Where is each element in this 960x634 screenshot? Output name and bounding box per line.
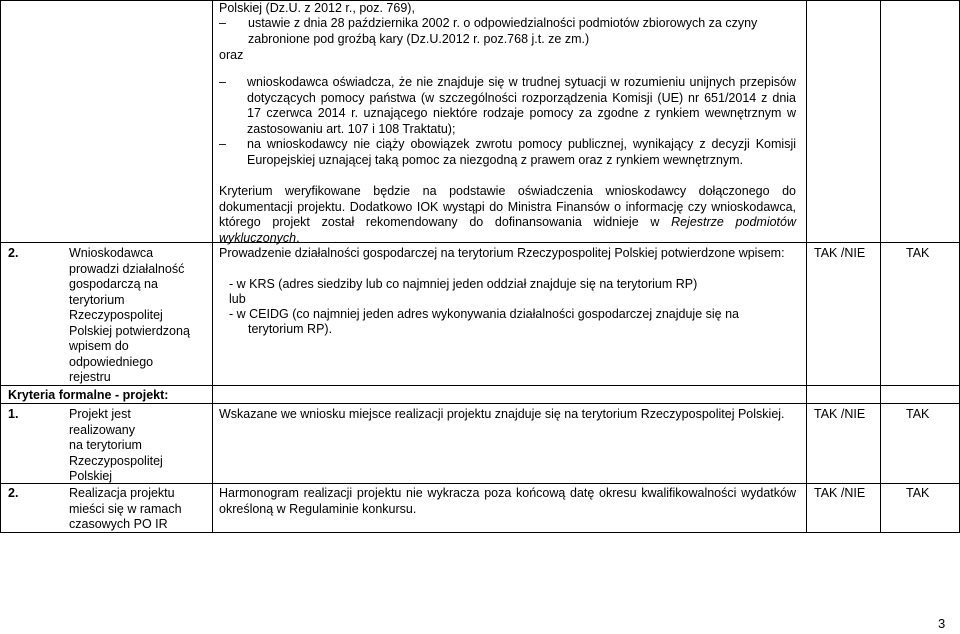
- project-criterion-1: [69, 407, 209, 485]
- top-continuation-line2: ustawie z dnia 28 października 2002 r. o odpowiedzialności podmiotów zbiorowych za czyny: [248, 16, 758, 30]
- col-border-1: [212, 0, 213, 533]
- dzialalnosc-option-krs: - w KRS (adres siedziby lub co najmniej jeden oddział znajduje się na terytorium RP): [229, 277, 698, 291]
- kryterium-end: .: [296, 230, 300, 245]
- label-line: realizowany: [69, 422, 136, 437]
- answer-options: TAK /NIE: [814, 407, 866, 421]
- bullet-text: wnioskodawca oświadcza, że nie znajduje się w trudnej sytuacji w rozumieniu unijnych przepisów dotyczących pomocy państwa (w szczególności rozporządzenia Komisji (UE) nr 651/2014 z dnia 17 czerwca 2014 r. uznającego niektóre rodzaje pomocy za zgodne z rynkiem wewnętrznym w zastosowaniu art. 107 i 108 Traktatu);: [247, 75, 796, 136]
- label-line: Projekt jest: [69, 407, 131, 421]
- label-line: Rzeczypospolitej: [69, 308, 163, 322]
- answer-value: TAK: [906, 407, 930, 421]
- harmonogram-text: Harmonogram realizacji projektu nie wykracza poza końcową datę okresu kwalifikowalności wydatków określoną w Regulaminie konkursu.: [219, 486, 796, 516]
- label-line: czasowych PO IR: [69, 517, 168, 531]
- label-line: prowadzi działalność: [69, 261, 185, 276]
- label-line: na terytorium: [69, 438, 142, 452]
- item-number: 2.: [8, 486, 19, 500]
- kryterium-paragraph: [219, 184, 796, 246]
- label-line: odpowiedniego: [69, 354, 154, 369]
- oraz-label: oraz: [219, 48, 244, 62]
- dzialalnosc-option-ceidg: - w CEIDG (co najmniej jeden adres wykonywania działalności gospodarczej znajduje się na: [229, 307, 739, 321]
- list-item: [219, 137, 796, 168]
- label-line: Polskiej potwierdzoną: [69, 323, 190, 338]
- project-criterion-2: [69, 486, 209, 533]
- label-line: gospodarczą na: [69, 277, 158, 291]
- dash-bullet: –: [219, 137, 226, 151]
- dzialalnosc-option-ceidg-cont: terytorium RP).: [248, 322, 333, 336]
- row-separator-2: [212, 385, 959, 386]
- label-line: Rzeczypospolitej: [69, 453, 163, 468]
- col-border-2: [806, 0, 807, 533]
- item2-label: [69, 246, 209, 386]
- bullet-text: na wnioskodawcy nie ciąży obowiązek zwrotu pomocy publicznej, wynikający z decyzji Komisji Europejskiej uznającej taką pomoc za niezgodną z prawem oraz z rynkiem wewnętrznym.: [247, 137, 796, 167]
- top-continuation-line3: zabronione pod groźbą kary (Dz.U.2012 r. poz.768 j.t. ze zm.): [248, 32, 590, 46]
- page-number: 3: [938, 616, 946, 631]
- col-border-3: [880, 0, 881, 533]
- bullet-list: [219, 75, 796, 168]
- answer-value: TAK: [906, 486, 930, 500]
- terytorium-text: Wskazane we wniosku miejsce realizacji projektu znajduje się na terytorium Rzeczypospolitej Polskiej.: [219, 407, 785, 421]
- label-line: Wnioskodawca: [69, 246, 154, 260]
- dzialalnosc-lub: lub: [229, 292, 246, 306]
- label-line: rejestru: [69, 370, 111, 384]
- item-number: 2.: [8, 246, 19, 260]
- kryterium-text: Kryterium weryfikowane będzie na podstawie oświadczenia wnioskodawcy dołączonego do dokumentacji projektu. Dodatkowo IOK wystąpi do Ministra Finansów o informację czy wnioskodawca, którego projekt został rekomendowany do dofinansowania widnieje w: [219, 184, 796, 229]
- answer-value: TAK: [906, 246, 930, 260]
- section-heading: Kryteria formalne - projekt:: [8, 388, 169, 402]
- label-line: terytorium: [69, 292, 125, 307]
- answer-options: TAK /NIE: [814, 246, 866, 260]
- answer-options: TAK /NIE: [814, 486, 866, 500]
- table-top-border: [0, 0, 959, 1]
- dash-bullet: –: [219, 16, 226, 30]
- list-item: [219, 75, 796, 137]
- label-line: mieści się w ramach: [69, 501, 182, 516]
- dzialalnosc-intro: Prowadzenie działalności gospodarczej na terytorium Rzeczypospolitej Polskiej potwierdzone wpisem:: [219, 246, 785, 260]
- item-number: 1.: [8, 407, 19, 421]
- top-continuation-line1: Polskiej (Dz.U. z 2012 r., poz. 769),: [219, 1, 415, 15]
- dash-bullet: –: [219, 75, 226, 89]
- label-line: Realizacja projektu: [69, 486, 175, 500]
- label-line: wpisem do: [69, 339, 129, 353]
- label-line: Polskiej: [69, 469, 113, 483]
- rejestr-italic: Rejestrze podmiotów wykluczonych: [219, 215, 796, 245]
- col-border-0: [0, 0, 1, 533]
